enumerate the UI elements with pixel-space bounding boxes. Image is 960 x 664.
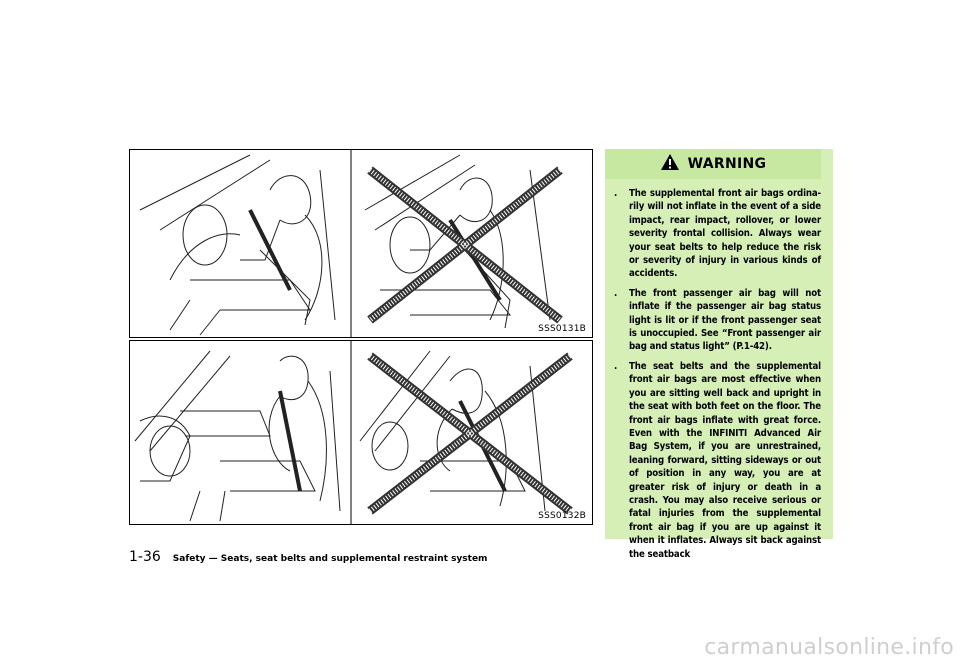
figure-code: SSS0131B bbox=[538, 324, 586, 334]
warning-header bbox=[605, 149, 821, 179]
figure-code: SSS0132B bbox=[538, 511, 586, 521]
warning-item: . The supplemental front air bags ordina-rily will not inflate in the event of a side impact, rear impact, rollover, or lower severity frontal collision. Always wear your seat belts to help reduce the risk or severity of injury in various kinds of accidents. bbox=[614, 188, 821, 280]
seating-illustration-top bbox=[130, 150, 592, 337]
warning-item: . The seat belts and the supplemental front air bags are most effective when you are sitting well back and upright in the seat with both feet on the floor. The front air bags inflate with great force. Even with the INFINITI Advanced Air Bag System, if you are unrestrained, leaning forward, sitting sideways or out of position in any way, you are at greater risk of injury or death in a crash. You may also receive serious or fatal injuries from the supplemental front air bag if you are up against it when it inflates. Always sit back against the seatback bbox=[614, 360, 821, 560]
warning-title: WARNING bbox=[687, 156, 767, 172]
figure-sss0132b bbox=[129, 340, 593, 525]
warning-triangle-icon bbox=[660, 153, 680, 175]
warning-item-text: The front passenger air bag will not inflate if the passenger air bag status light is lit or if the front passenger seat is unoccupied. See “Front passenger air bag and status light” (P.1-42). bbox=[629, 287, 821, 353]
page-footer bbox=[129, 549, 487, 565]
warning-item-text: The supplemental front air bags ordina-rily will not inflate in the event of a side impact, rear impact, rollover, or lower severity frontal collision. Always wear your seat belts to help reduce the risk or severity of injury in various kinds of accidents. bbox=[629, 188, 821, 280]
page-number: 1-36 bbox=[129, 549, 161, 565]
warning-item-text: The seat belts and the supplemental front air bags are most effective when you are sitting well back and upright in the seat with both feet on the floor. The front air bags inflate with great force. Even with the INFINITI Advanced Air Bag System, if you are unrestrained, leaning forward, sitting sideways or out of position in any way, you are at greater risk of injury or death in a crash. You may also receive serious or fatal injuries from the supplemental front air bag if you are up against it when it inflates. Always sit back against the seatback bbox=[629, 360, 821, 560]
warning-box bbox=[605, 149, 833, 560]
figure-sss0131b bbox=[129, 149, 593, 338]
section-title: Safety — Seats, seat belts and supplemental restraint system bbox=[172, 554, 488, 564]
warning-list bbox=[605, 179, 821, 561]
warning-item: . The front passenger air bag will not inflate if the passenger air bag status light is lit or if the front passenger seat is unoccupied. See “Front passenger air bag and status light” (P.1-42). bbox=[614, 287, 821, 353]
seating-illustration-bottom bbox=[130, 341, 592, 524]
watermark: carmanualsonline.info bbox=[704, 635, 954, 660]
